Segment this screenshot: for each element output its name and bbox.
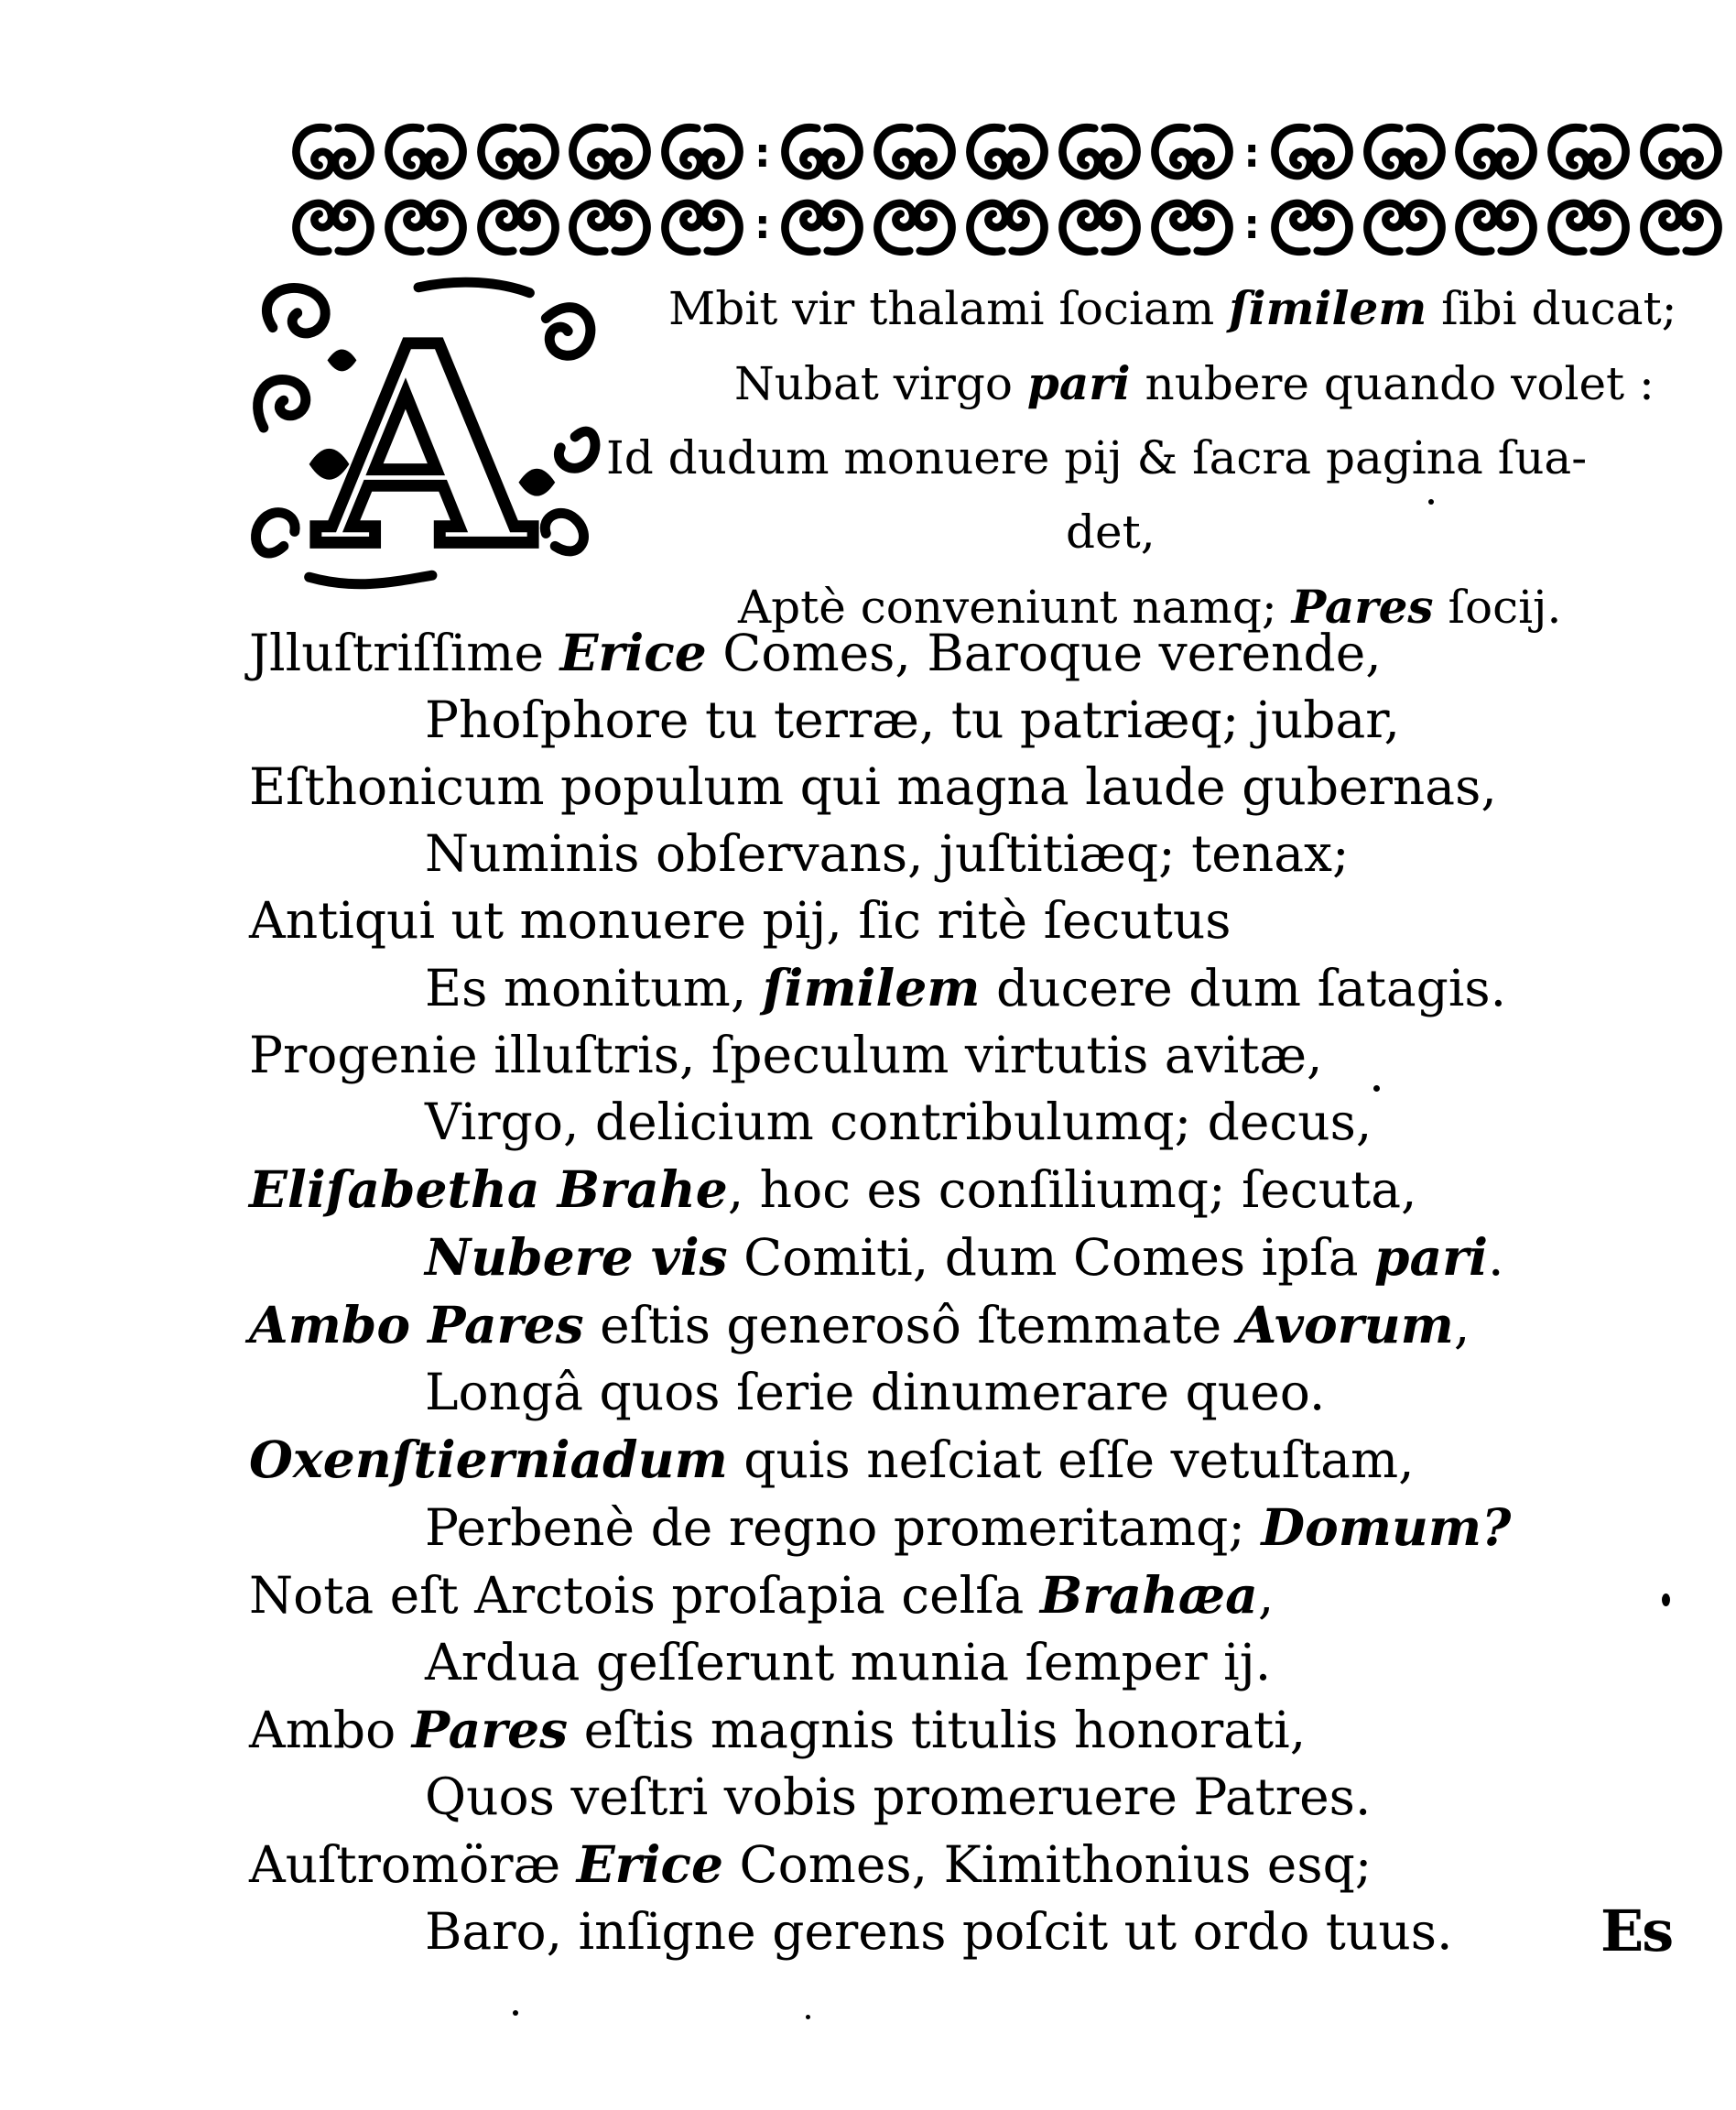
roman-phrase: Jlluſtriſſime	[249, 624, 560, 682]
verse-line	[249, 754, 1714, 821]
verse-line	[249, 1831, 1714, 1898]
italic-phrase: Pares	[1291, 580, 1434, 634]
fleuron-ornament-icon	[1268, 192, 1356, 258]
fleuron-ornament-icon	[382, 121, 470, 187]
verse-line	[249, 1156, 1714, 1224]
verse-line	[668, 271, 1710, 346]
fleuron-ornament-icon	[1637, 192, 1725, 258]
roman-phrase: Perbenè de regno promeritamq;	[425, 1498, 1262, 1557]
fleuron-ornament-icon	[1056, 192, 1144, 258]
italic-phrase: Eliſabetha Brahe	[249, 1159, 728, 1219]
fleuron-ornament-icon	[474, 121, 562, 187]
verse-line	[425, 1898, 1714, 1965]
roman-phrase: , hoc es conſiliumq; ſecuta,	[727, 1160, 1417, 1219]
fleuron-ornament-icon	[963, 192, 1051, 258]
ornament-separator: :	[754, 130, 771, 177]
roman-phrase: eſtis magnis titulis honorati,	[568, 1701, 1307, 1759]
roman-phrase: Virgo, delicium contribulumq; decus,	[425, 1093, 1373, 1151]
roman-phrase: ducere dum ſatagis.	[980, 959, 1507, 1017]
verse-line	[249, 1022, 1714, 1089]
italic-phrase: Oxenſtierniadum	[249, 1430, 728, 1489]
roman-phrase: Id dudum monuere pij & ſacra pagina ſua-	[606, 431, 1588, 484]
verse-line	[425, 1629, 1714, 1696]
scan-speck	[513, 2010, 518, 2016]
verse-line	[734, 346, 1710, 421]
fleuron-ornament-icon	[1637, 121, 1725, 187]
verse-line	[425, 954, 1714, 1022]
roman-phrase: Numinis obſervans, juſtitiæq; tenax;	[425, 824, 1350, 883]
roman-phrase: Quos veſtri vobis promeruere Patres.	[425, 1767, 1372, 1826]
fleuron-ornament-icon	[1056, 121, 1144, 187]
scan-speck	[1428, 499, 1434, 505]
roman-phrase: Longâ quos ſerie dinumerare queo.	[425, 1363, 1326, 1421]
opening-stanza-lines	[601, 271, 1710, 645]
headpiece-ornament-border	[289, 119, 1725, 260]
roman-phrase: .	[1488, 1228, 1504, 1287]
verse-line	[425, 821, 1714, 887]
fleuron-ornament-icon	[1545, 192, 1633, 258]
drop-cap-letter: A	[318, 287, 530, 593]
verse-line	[249, 1426, 1714, 1494]
fleuron-ornament-icon	[1148, 121, 1236, 187]
poem-body	[249, 619, 1714, 1965]
opening-stanza	[245, 271, 1710, 645]
roman-phrase: ſocij.	[1433, 581, 1562, 634]
italic-phrase: pari	[1026, 356, 1131, 410]
roman-phrase: Nota eſt Arctois proſapia celſa	[249, 1566, 1040, 1625]
roman-phrase: Baro, inſigne gerens poſcit ut ordo tuus.	[425, 1902, 1453, 1961]
italic-phrase: Erice	[576, 1834, 724, 1894]
signature-catchword: Es	[1600, 1898, 1673, 1964]
roman-phrase: Comes, Baroque verende,	[706, 624, 1382, 682]
verse-line	[1066, 495, 1710, 570]
roman-phrase: det,	[1066, 506, 1156, 559]
roman-phrase: Nubat virgo	[734, 357, 1027, 410]
drop-cap-block	[245, 271, 601, 593]
fleuron-ornament-icon	[1361, 121, 1448, 187]
fleuron-ornament-icon	[1148, 192, 1236, 258]
fleuron-ornament-icon	[382, 192, 470, 258]
verse-line	[425, 1224, 1714, 1291]
verse-line	[425, 1764, 1714, 1831]
italic-phrase: Nubere vis	[425, 1227, 728, 1287]
italic-phrase: Avorum	[1237, 1295, 1454, 1354]
fleuron-ornament-icon	[566, 192, 654, 258]
roman-phrase: ,	[1453, 1296, 1470, 1354]
scan-speck	[1373, 1085, 1380, 1092]
fleuron-ornament-icon	[1545, 121, 1633, 187]
fleuron-ornament-icon	[658, 121, 746, 187]
verse-line	[425, 687, 1714, 754]
fleuron-ornament-icon	[289, 192, 377, 258]
ornament-separator: :	[754, 201, 771, 248]
scan-speck	[1662, 1593, 1670, 1606]
italic-phrase: Pares	[411, 1700, 569, 1759]
fleuron-ornament-icon	[658, 192, 746, 258]
verse-line	[249, 1696, 1714, 1764]
verse-line	[425, 1494, 1714, 1561]
verse-line	[425, 1089, 1714, 1156]
verse-line	[249, 1291, 1714, 1359]
roman-phrase: quis neſciat eſſe vetuſtam,	[727, 1430, 1415, 1489]
roman-phrase: Comiti, dum Comes ipſa	[727, 1228, 1375, 1287]
verse-line	[249, 619, 1714, 687]
fleuron-ornament-icon	[1268, 121, 1356, 187]
fleuron-ornament-icon	[289, 121, 377, 187]
fleuron-ornament-icon	[474, 192, 562, 258]
verse-line	[606, 421, 1710, 495]
roman-phrase: ſibi ducat;	[1427, 282, 1677, 335]
verse-line	[425, 1359, 1714, 1426]
italic-phrase: Brahæa	[1039, 1565, 1258, 1625]
italic-phrase: ſimilem	[762, 958, 981, 1017]
roman-phrase: eſtis generosô ſtemmate	[583, 1296, 1238, 1354]
ornament-separator: :	[1243, 130, 1260, 177]
roman-phrase: Comes, Kimithonius esq;	[723, 1835, 1373, 1894]
fleuron-ornament-icon	[963, 121, 1051, 187]
italic-phrase: Erice	[559, 623, 707, 682]
roman-phrase: Ambo	[249, 1701, 412, 1759]
fleuron-ornament-icon	[1361, 192, 1448, 258]
italic-phrase: pari	[1374, 1227, 1489, 1287]
fleuron-ornament-icon	[871, 192, 959, 258]
italic-phrase: ſimilem	[1229, 281, 1427, 335]
fleuron-ornament-icon	[778, 192, 866, 258]
roman-phrase: Eſthonicum populum qui magna laude gubernas,	[249, 757, 1497, 816]
italic-phrase: Ambo Pares	[249, 1295, 584, 1354]
italic-phrase: Domum?	[1261, 1497, 1512, 1557]
scan-speck	[806, 2015, 810, 2019]
roman-phrase: Antiqui ut monuere pij, ſic ritè ſecutus	[249, 891, 1231, 950]
fleuron-ornament-icon	[566, 121, 654, 187]
fleuron-ornament-icon	[1452, 121, 1540, 187]
fleuron-ornament-icon	[778, 121, 866, 187]
verse-line	[249, 887, 1714, 954]
roman-phrase: Phoſphore tu terræ, tu patriæq; jubar,	[425, 691, 1400, 749]
roman-phrase: ,	[1257, 1566, 1275, 1625]
verse-line	[249, 1561, 1714, 1629]
roman-phrase: Aptè conveniunt namq;	[738, 581, 1292, 634]
ornate-initial-a	[245, 271, 601, 593]
roman-phrase: Es monitum,	[425, 959, 763, 1017]
fleuron-ornament-icon	[1452, 192, 1540, 258]
ornament-row-bottom	[289, 190, 1725, 260]
roman-phrase: Auſtromöræ	[249, 1835, 577, 1894]
roman-phrase: nubere quando volet :	[1130, 357, 1655, 410]
fleuron-ornament-icon	[871, 121, 959, 187]
ornament-separator: :	[1243, 201, 1260, 248]
roman-phrase: Ardua geſſerunt munia ſemper ij.	[425, 1633, 1272, 1691]
roman-phrase: Mbit vir thalami ſociam	[668, 282, 1230, 335]
ornament-row-top	[289, 119, 1725, 189]
roman-phrase: Progenie illuſtris, ſpeculum virtutis avitæ,	[249, 1026, 1323, 1084]
